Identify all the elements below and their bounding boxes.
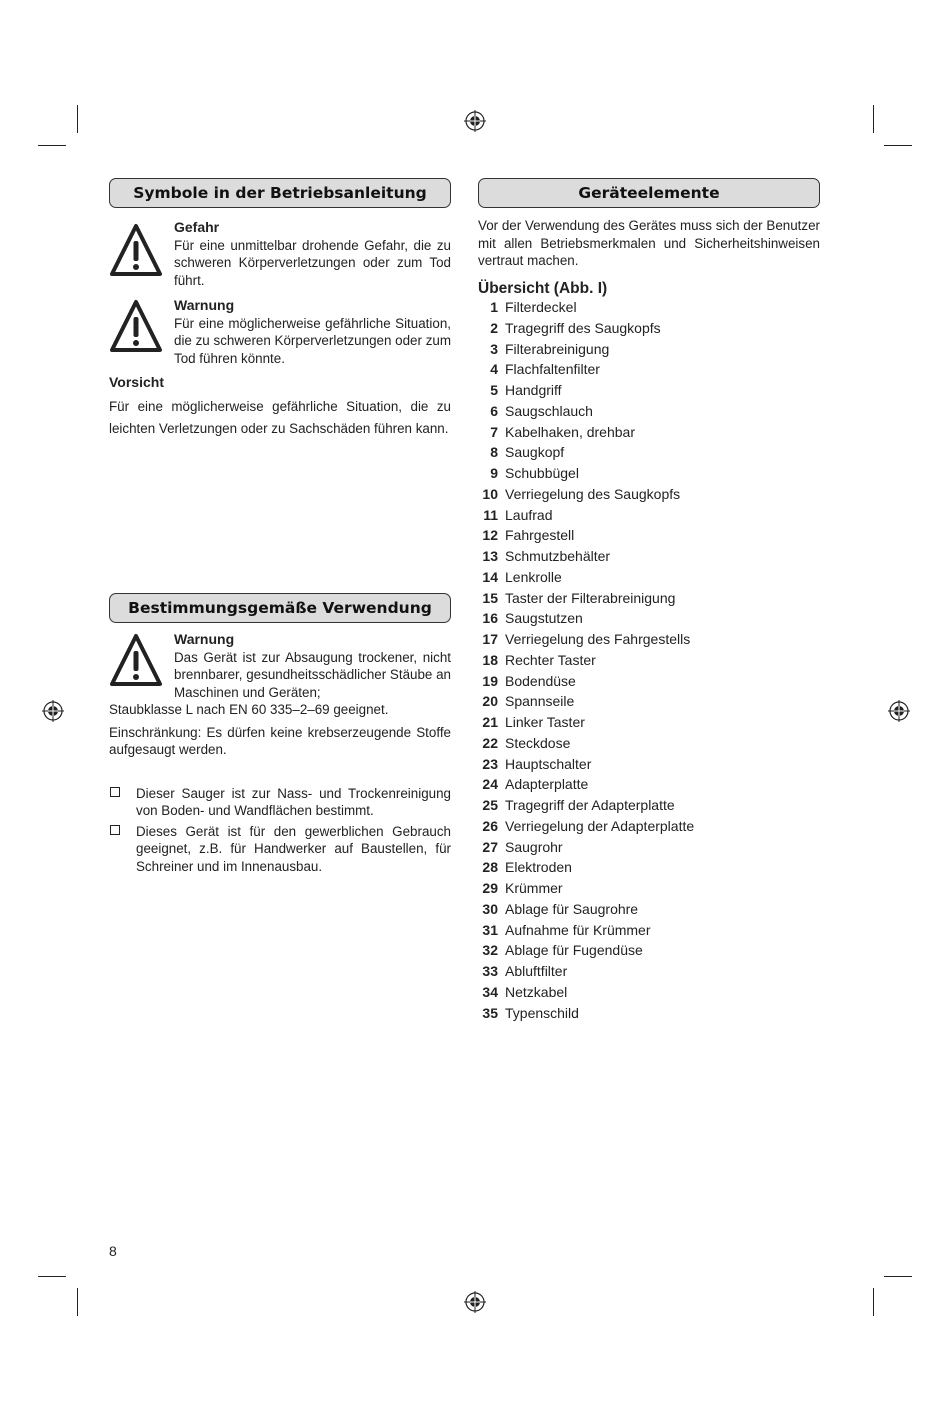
part-number: 31 bbox=[482, 921, 498, 938]
checklist-item bbox=[109, 785, 451, 820]
warning-triangle-icon bbox=[109, 299, 163, 353]
crop-mark bbox=[884, 1276, 912, 1277]
part-number: 24 bbox=[482, 776, 498, 793]
part-item bbox=[478, 567, 820, 588]
part-item bbox=[478, 422, 820, 443]
part-label: Saugrohr bbox=[505, 838, 563, 855]
checklist-item-text: Dieses Gerät ist für den gewerblichen Gebrauch geeignet, z.B. für Handwerker auf Baustellen, für Schreiner und im Innenausbau. bbox=[136, 823, 451, 874]
part-item bbox=[478, 961, 820, 982]
symbols-section bbox=[109, 218, 451, 440]
part-item bbox=[478, 837, 820, 858]
part-number: 5 bbox=[490, 382, 498, 398]
crop-mark bbox=[873, 105, 874, 133]
part-item bbox=[478, 733, 820, 754]
part-number: 3 bbox=[490, 340, 498, 357]
part-item bbox=[478, 546, 820, 567]
part-number: 33 bbox=[482, 963, 498, 979]
part-label: Verriegelung des Saugkopfs bbox=[505, 485, 681, 502]
part-item bbox=[478, 691, 820, 712]
part-label: Ablage für Saugrohre bbox=[505, 900, 639, 917]
part-number: 30 bbox=[482, 900, 498, 917]
part-number: 17 bbox=[482, 631, 498, 647]
part-number: 34 bbox=[482, 983, 498, 1000]
device-elements-section bbox=[478, 217, 820, 1023]
warning-triangle-icon bbox=[109, 633, 163, 687]
part-number: 10 bbox=[482, 485, 498, 502]
part-item bbox=[478, 982, 820, 1003]
part-label: Ablage für Fugendüse bbox=[505, 942, 643, 959]
part-item bbox=[478, 318, 820, 339]
checkbox-icon bbox=[110, 787, 120, 797]
part-label: Saugkopf bbox=[505, 444, 565, 461]
part-label: Bodendüse bbox=[505, 672, 576, 689]
part-number: 16 bbox=[482, 610, 498, 627]
intended-use-section bbox=[109, 631, 451, 878]
part-label: Hauptschalter bbox=[505, 755, 592, 772]
part-number: 21 bbox=[482, 714, 498, 730]
crop-mark bbox=[77, 1288, 78, 1316]
part-number: 25 bbox=[482, 797, 498, 813]
part-item bbox=[478, 857, 820, 878]
part-item bbox=[478, 608, 820, 629]
checklist-item bbox=[109, 823, 451, 876]
part-number: 29 bbox=[482, 880, 498, 896]
part-label: Krümmer bbox=[505, 880, 563, 896]
danger-block bbox=[109, 219, 451, 289]
page-number: 8 bbox=[109, 1243, 117, 1259]
part-number: 23 bbox=[482, 755, 498, 772]
part-label: Verriegelung der Adapterplatte bbox=[505, 817, 695, 834]
part-item bbox=[478, 442, 820, 463]
part-number: 35 bbox=[482, 1004, 498, 1021]
part-item bbox=[478, 588, 820, 609]
part-label: Typenschild bbox=[505, 1004, 579, 1021]
part-item bbox=[478, 650, 820, 671]
overview-title: Übersicht (Abb. I) bbox=[478, 279, 608, 297]
part-number: 9 bbox=[490, 465, 498, 481]
part-number: 6 bbox=[490, 402, 498, 419]
part-item bbox=[478, 380, 820, 401]
warning-title: Warnung bbox=[174, 297, 235, 313]
part-item bbox=[478, 920, 820, 941]
intended-use-warning-block bbox=[109, 631, 451, 719]
part-number: 26 bbox=[482, 817, 498, 834]
part-item bbox=[478, 339, 820, 360]
part-label: Verriegelung des Fahrgestells bbox=[505, 631, 691, 647]
caution-title: Vorsicht bbox=[109, 374, 164, 390]
registration-mark-icon bbox=[42, 700, 64, 722]
parts-list bbox=[478, 297, 820, 1023]
usage-checklist bbox=[109, 785, 451, 876]
part-label: Saugschlauch bbox=[505, 402, 593, 419]
part-label: Tragegriff der Adapterplatte bbox=[505, 797, 675, 813]
part-item bbox=[478, 940, 820, 961]
part-label: Spannseile bbox=[505, 693, 575, 710]
checkbox-icon bbox=[110, 825, 120, 835]
warning-text: Für eine möglicherweise gefährliche Situation, die zu schweren Körperverletzungen oder zum Tod führen könnte. bbox=[174, 315, 451, 366]
crop-mark bbox=[38, 1276, 66, 1277]
part-number: 11 bbox=[483, 506, 498, 523]
intended-use-warning-text-cont: Staubklasse L nach EN 60 335–2–69 geeignet. bbox=[109, 702, 389, 717]
part-number: 14 bbox=[482, 568, 498, 585]
part-number: 2 bbox=[490, 319, 498, 336]
symbols-section-header: Symbole in der Betriebsanleitung bbox=[109, 178, 451, 208]
part-label: Saugstutzen bbox=[505, 610, 583, 627]
part-number: 28 bbox=[482, 859, 498, 876]
crop-mark bbox=[77, 105, 78, 133]
registration-mark-icon bbox=[464, 1291, 486, 1313]
part-number: 20 bbox=[482, 693, 498, 710]
part-label: Steckdose bbox=[505, 734, 571, 751]
part-label: Elektroden bbox=[505, 859, 572, 876]
part-label: Schubbügel bbox=[505, 465, 579, 481]
part-item bbox=[478, 463, 820, 484]
part-number: 12 bbox=[482, 527, 498, 544]
part-number: 18 bbox=[482, 651, 498, 668]
part-item bbox=[478, 1003, 820, 1024]
part-label: Linker Taster bbox=[505, 714, 585, 730]
crop-mark bbox=[884, 145, 912, 146]
part-label: Fahrgestell bbox=[505, 527, 575, 544]
part-label: Laufrad bbox=[505, 506, 553, 523]
part-label: Schmutzbehälter bbox=[505, 548, 611, 564]
danger-text: Für eine unmittelbar drohende Gefahr, die zu schweren Körperverletzungen oder zum Tod führt. bbox=[174, 237, 451, 288]
intended-use-warning-title: Warnung bbox=[174, 631, 235, 647]
intended-use-section-header: Bestimmungsgemäße Verwendung bbox=[109, 593, 451, 623]
part-item bbox=[478, 484, 820, 505]
part-item bbox=[478, 525, 820, 546]
warning-block bbox=[109, 297, 451, 367]
crop-mark bbox=[873, 1288, 874, 1316]
part-number: 1 bbox=[490, 299, 498, 315]
part-item bbox=[478, 816, 820, 837]
part-item bbox=[478, 774, 820, 795]
part-label: Filterabreinigung bbox=[505, 340, 610, 357]
part-label: Abluftfilter bbox=[505, 963, 568, 979]
part-number: 8 bbox=[490, 444, 498, 461]
part-label: Lenkrolle bbox=[505, 568, 562, 585]
part-item bbox=[478, 712, 820, 733]
part-number: 7 bbox=[490, 423, 498, 440]
part-item bbox=[478, 671, 820, 692]
part-item bbox=[478, 629, 820, 650]
part-item bbox=[478, 505, 820, 526]
part-number: 22 bbox=[482, 734, 498, 751]
part-label: Netzkabel bbox=[505, 983, 568, 1000]
part-item bbox=[478, 297, 820, 318]
part-item bbox=[478, 899, 820, 920]
part-item bbox=[478, 878, 820, 899]
part-number: 27 bbox=[482, 838, 498, 855]
part-number: 4 bbox=[490, 361, 498, 378]
intended-use-warning-text: Das Gerät ist zur Absaugung trockener, nicht brennbarer, gesundheitsschädlicher Stäube an Maschinen und Geräten; bbox=[174, 649, 451, 700]
part-number: 32 bbox=[482, 942, 498, 959]
part-number: 13 bbox=[482, 548, 498, 564]
part-label: Taster der Filterabreinigung bbox=[505, 589, 676, 606]
checklist-item-text: Dieser Sauger ist zur Nass- und Trockenreinigung von Boden- und Wandflächen bestimmt. bbox=[136, 785, 451, 818]
part-number: 15 bbox=[482, 589, 498, 606]
part-label: Adapterplatte bbox=[505, 776, 589, 793]
danger-title: Gefahr bbox=[174, 219, 220, 235]
part-label: Aufnahme für Krümmer bbox=[505, 921, 651, 938]
caution-text: Für eine möglicherweise gefährliche Situation, die zu leichten Verletzungen oder zu Sachschäden führen kann. bbox=[109, 398, 451, 436]
device-elements-intro: Vor der Verwendung des Gerätes muss sich der Benutzer mit allen Betriebsmerkmalen und Sicherheitshinweisen vertraut machen. bbox=[478, 218, 820, 268]
part-item bbox=[478, 795, 820, 816]
warning-triangle-icon bbox=[109, 223, 163, 277]
crop-mark bbox=[38, 145, 66, 146]
part-label: Flachfaltenfilter bbox=[505, 361, 600, 378]
part-label: Filterdeckel bbox=[505, 299, 577, 315]
part-label: Kabelhaken, drehbar bbox=[505, 423, 635, 440]
part-number: 19 bbox=[482, 672, 498, 689]
part-item bbox=[478, 401, 820, 422]
registration-mark-icon bbox=[888, 700, 910, 722]
part-label: Handgriff bbox=[505, 382, 562, 398]
registration-mark-icon bbox=[464, 110, 486, 132]
restriction-text: Einschränkung: Es dürfen keine krebserzeugende Stoffe aufgesaugt werden. bbox=[109, 724, 451, 757]
device-elements-section-header: Geräteelemente bbox=[478, 178, 820, 208]
part-label: Tragegriff des Saugkopfs bbox=[505, 319, 661, 336]
part-item bbox=[478, 359, 820, 380]
part-item bbox=[478, 754, 820, 775]
part-label: Rechter Taster bbox=[505, 651, 596, 668]
